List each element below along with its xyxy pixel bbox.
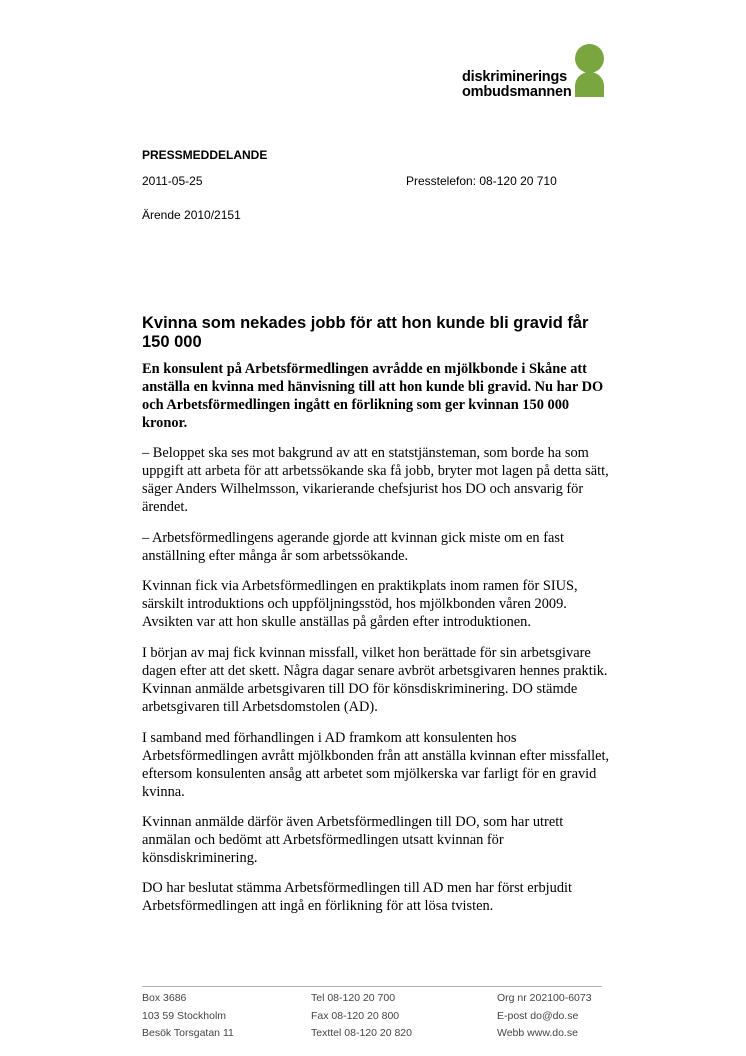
footer-box: Box 3686 (142, 992, 187, 1004)
document-type: PRESSMEDDELANDE (142, 148, 268, 162)
release-date: 2011-05-25 (142, 174, 203, 188)
article-paragraph: – Arbetsförmedlingens agerande gjorde att kvinnan gick miste om en fast anställning efter många år som arbetssökande. (142, 530, 565, 564)
article-paragraph: Kvinnan fick via Arbetsförmedlingen en praktikplats inom ramen för SIUS, särskilt introduktions och uppföljningsstöd, hos mjölkbonden våren 2009. Avsikten var att hon skulle anställas på gården efter introduktionen. (142, 578, 578, 630)
logo-wordmark (462, 70, 574, 100)
logo-line-1: diskriminerings (462, 69, 567, 85)
footer-orgnr: Org nr 202100-6073 (497, 992, 592, 1004)
footer-texttel: Texttel 08-120 20 820 (311, 1027, 412, 1039)
article-paragraph: Kvinnan anmälde därför även Arbetsförmedlingen till DO, som har utrett anmälan och bedömt att Arbetsförmedlingen utsatt kvinnan för könsdiskriminering. (142, 814, 564, 866)
logo-figure-head-icon (575, 44, 604, 73)
footer-divider (142, 986, 602, 987)
article-paragraph: I början av maj fick kvinnan missfall, vilket hon berättade för sin arbetsgivare dagen efter att det skett. Några dagar senare avbröt arbetsgivaren hennes praktik. Kvinnan anmälde arbetsgivaren till DO för könsdiskriminering. DO stämde arbetsgivaren till Arbetsdomstolen (AD). (142, 645, 608, 715)
footer-fax: Fax 08-120 20 800 (311, 1009, 400, 1022)
footer-postcode: 103 59 Stockholm (142, 1009, 227, 1022)
footer-phones (311, 990, 412, 1043)
article-paragraph: DO har beslutat stämma Arbetsförmedlingen till AD men har först erbjudit Arbetsförmedlingen att ingå en förlikning för att lösa tvisten. (142, 880, 573, 914)
logo-figure-body-icon (575, 72, 604, 97)
article-paragraph: I samband med förhandlingen i AD framkom att konsulenten hos Arbetsförmedlingen avrått mjölkbonden från att anställa kvinnan efter missfallet, eftersom konsulenten ansåg att arbetet som mjölkerska var farligt för en gravid kvinna. (142, 730, 610, 800)
footer-tel: Tel 08-120 20 700 (311, 992, 396, 1004)
article-paragraph: – Beloppet ska ses mot bakgrund av att en statstjänsteman, som borde ha som uppgift att arbeta för att arbetssökande ska få jobb, bryter mot lagen på detta sätt, säger Anders Wilhelmsson, vikarierande chefsjurist hos DO och ansvarig för ärendet. (142, 445, 609, 515)
footer-address (142, 990, 234, 1043)
footer-contact (497, 990, 592, 1043)
press-phone: Presstelefon: 08-120 20 710 (406, 174, 557, 188)
logo-line-2: ombudsmannen (462, 84, 572, 100)
footer-email: E-post do@do.se (497, 1009, 579, 1022)
footer-web: Webb www.do.se (497, 1027, 578, 1039)
footer-visit: Besök Torsgatan 11 (142, 1027, 234, 1039)
article-lead: En konsulent på Arbetsförmedlingen avrådde en mjölkbonde i Skåne att anställa en kvinna med hänvisning till att hon kunde bli gravid. Nu har DO och Arbetsförmedlingen ingått en förlikning som ger kvinnan 150 000 kronor. (142, 361, 604, 431)
article-headline: Kvinna som nekades jobb för att hon kunde bli gravid får 150 000 (142, 314, 589, 351)
case-reference: Ärende 2010/2151 (142, 208, 241, 222)
